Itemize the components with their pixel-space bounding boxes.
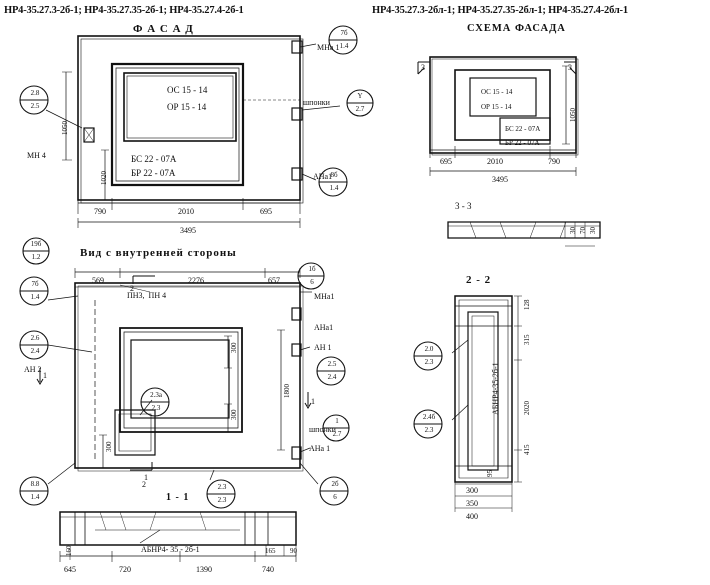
scheme-mark-br: БР 22 - 07А	[505, 139, 540, 147]
scheme-section-dim-3: 30	[589, 227, 597, 234]
section11-dim-160: 160	[65, 545, 73, 556]
scheme-dim-695: 695	[440, 157, 452, 166]
facade-mark-shponki: шпонки	[303, 98, 330, 107]
facade-balloon-3-bottom: 2.7	[355, 105, 365, 113]
inner-balloon-8-bottom: 1.4	[30, 493, 40, 501]
scheme-dim-790: 790	[548, 157, 560, 166]
scheme-section-left: 3	[421, 63, 425, 72]
inner-cut-2a: 2	[130, 284, 134, 293]
section22-balloon-1-top: 2.0	[424, 345, 434, 353]
inner-dim-2276: 2276	[188, 276, 204, 285]
inner-balloon-5-top: 2.5	[327, 360, 337, 368]
section11-dim-645: 645	[64, 565, 76, 574]
section22-mark: АБНР4-35-2б-1	[491, 362, 500, 415]
facade-mark-mn4: МН 4	[27, 151, 46, 160]
inner-balloon-6-top: 1	[335, 417, 339, 425]
section22-dim-95: 95	[486, 470, 494, 477]
inner-cut-1a: 1	[43, 371, 47, 380]
inner-balloon-10-bottom: 2.3	[217, 496, 227, 504]
inner-balloon-1-top: 19б	[30, 240, 42, 248]
facade-title: Ф А С А Д	[133, 23, 194, 35]
scheme-title: СХЕМА ФАСАДА	[467, 23, 566, 34]
facade-dim-1050: 1050	[61, 121, 69, 135]
inner-balloon-2-top: 7б	[31, 280, 39, 288]
section22-dim-315: 315	[523, 334, 531, 345]
sheet-title-left: НР4-35.27.3-2б-1; НР4-35.27.35-2б-1; НР4-35.27.4-2б-1	[4, 5, 244, 16]
inner-cut-2b: 2	[142, 480, 146, 489]
inner-balloon-6-bottom: 2.7	[332, 430, 342, 438]
inner-balloon-3-bottom: 2.4	[30, 347, 40, 355]
facade-balloon-4-bottom: 1.4	[329, 184, 339, 192]
inner-title: Вид с внутренней стороны	[80, 247, 237, 259]
facade-balloon-2-bottom: 1.4	[339, 42, 349, 50]
facade-dim-1020: 1020	[100, 171, 108, 185]
facade-balloon-1-top: 2.8	[30, 89, 40, 97]
inner-balloon-3-top: 2.6	[30, 334, 40, 342]
section11-title: 1 - 1	[166, 492, 190, 503]
inner-mark-ana1b: АНа 1	[309, 444, 331, 453]
inner-balloon-2-bottom: 1.4	[30, 293, 40, 301]
sheet-title-right: НР4-35.27.3-2бл-1; НР4-35.27.35-2бл-1; НР4-35.27.4-2бл-1	[372, 5, 628, 16]
inner-dim-569: 569	[92, 276, 104, 285]
scheme-mark-bc: БС 22 - 07А	[505, 125, 541, 133]
inner-mark-ana1: АНа1	[314, 323, 334, 332]
section11-dim-740: 740	[262, 565, 274, 574]
inner-mark-an1: АН 1	[314, 343, 332, 352]
scheme-dim-total: 3495	[492, 175, 508, 184]
inner-mark-an2: АН 2	[24, 365, 42, 374]
facade-mark-bc: БС 22 - 07А	[131, 154, 177, 164]
inner-cut-1c: 1	[144, 473, 148, 482]
scheme-section-dim-1: 30	[569, 227, 577, 234]
inner-balloon-10-top: 2.3	[217, 483, 227, 491]
section22-balloon-2-bottom: 2.3	[424, 426, 434, 434]
section11-dim-1390: 1390	[196, 565, 212, 574]
inner-balloon-4-top: 1б	[308, 265, 316, 273]
scheme-mark-oc: ОС 15 - 14	[481, 88, 513, 96]
facade-mark-br: БР 22 - 07А	[131, 168, 176, 178]
facade-balloon-2-top: 7б	[340, 29, 348, 37]
facade-balloon-3-top: Y	[357, 92, 363, 100]
facade-dim-2010: 2010	[178, 207, 194, 216]
facade-balloon-4-top: 8б	[330, 171, 338, 179]
section22-title: 2 - 2	[466, 274, 492, 286]
section22-dim-128: 128	[523, 299, 531, 310]
inner-dim-300c: 300	[105, 441, 113, 452]
inner-dim-657: 657	[268, 276, 280, 285]
inner-dim-300b: 300	[230, 409, 238, 420]
section11-dim-90: 90	[290, 547, 297, 555]
inner-balloon-4-bottom: 6	[310, 278, 314, 286]
section22-balloon-2-top: 2.4б	[422, 413, 436, 421]
facade-mark-op: ОР 15 - 14	[167, 102, 207, 112]
inner-dim-1800: 1800	[283, 384, 291, 398]
inner-mark-shponki: шпонки	[309, 425, 336, 434]
section22-dim-400: 400	[466, 512, 478, 521]
facade-mark-mna1: МНа 1	[317, 43, 340, 52]
inner-mark-mna1: МНа1	[314, 292, 335, 301]
scheme-section-dim-2: 70	[579, 227, 587, 234]
section22-balloon-1-bottom: 2.3	[424, 358, 434, 366]
scheme-dim-2010: 2010	[487, 157, 503, 166]
section22-dim-350: 350	[466, 499, 478, 508]
facade-mark-ana1: АНа1	[313, 172, 333, 181]
inner-balloon-1-bottom: 1.2	[31, 253, 41, 261]
facade-mark-oc: ОС 15 - 14	[167, 85, 208, 95]
inner-dim-300a: 300	[230, 342, 238, 353]
inner-balloon-8-top: 8.8	[30, 480, 40, 488]
inner-balloon-7-top: 2.3а	[150, 391, 162, 399]
section11-dim-165: 165	[265, 547, 276, 555]
facade-balloon-1-bottom: 2.5	[30, 102, 40, 110]
section22-dim-300: 300	[466, 486, 478, 495]
scheme-mark-op: ОР 15 - 14	[481, 103, 512, 111]
inner-cut-1b: 1	[311, 397, 315, 406]
scheme-section-title: 3 - 3	[455, 201, 472, 211]
section22-dim-415: 415	[523, 444, 531, 455]
inner-balloon-7-bottom: 2.3	[151, 404, 161, 412]
section11-dim-720: 720	[119, 565, 131, 574]
inner-mark-pn: ПН3, ПН 4	[127, 291, 167, 300]
section22-dim-2020: 2020	[523, 401, 531, 415]
inner-balloon-9-bottom: 6	[333, 493, 337, 501]
facade-dim-695: 695	[260, 207, 272, 216]
facade-dim-total: 3495	[180, 226, 196, 235]
scheme-section-right: 3	[568, 63, 572, 72]
inner-balloon-5-bottom: 2.4	[327, 373, 337, 381]
facade-dim-790: 790	[94, 207, 106, 216]
scheme-dim-1050: 1050	[569, 108, 577, 122]
inner-balloon-9-top: 2б	[331, 480, 339, 488]
section11-mark: АБНР4- 35 - 2б-1	[141, 545, 200, 554]
